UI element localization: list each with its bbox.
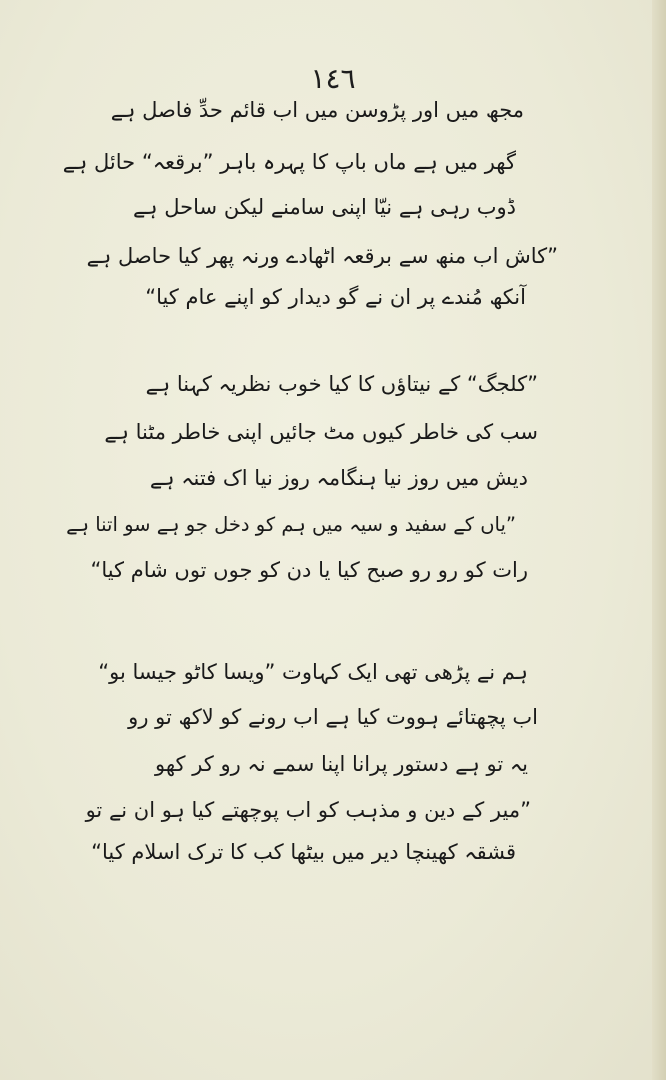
verse-line: قشقہ کھینچا دیر میں بیٹھا کب کا ترک اسلام کیا“ xyxy=(91,840,516,864)
verse-line: ڈوب رہی ہے نیّا اپنی سامنے لیکن ساحل ہے xyxy=(132,195,516,219)
verse-line: آنکھ مُندے پر ان نے گو دیدار کو اپنے عام کیا“ xyxy=(145,285,526,309)
verse-line: ”یاں کے سفید و سیہ میں ہم کو دخل جو ہے سو اتنا ہے xyxy=(66,513,516,536)
verse-line: سب کی خاطر کیوں مٹ جائیں اپنی خاطر مٹنا ہے xyxy=(104,420,538,444)
verse-line: ”کاش اب منھ سے برقعہ اٹھادے ورنہ پھر کیا حاصل ہے xyxy=(86,244,558,268)
verse-line: اب پچھتائے ہووت کیا ہے اب رونے کو لاکھ تو رو xyxy=(128,705,538,729)
verse-line: رات کو رو رو صبح کیا یا دن کو جوں توں شام کیا“ xyxy=(90,558,528,582)
verse-line: یہ تو ہے دستور پرانا اپنا سمے نہ رو کر کھو xyxy=(155,752,528,776)
verse-line: ”کلجگ“ کے نیتاؤں کا کیا خوب نظریہ کہنا ہے xyxy=(145,372,538,396)
page-number: ١٤٦ xyxy=(310,62,356,95)
verse-line: مجھ میں اور پڑوسن میں اب قائم حدِّ فاصل ہے xyxy=(110,98,524,122)
verse-line: گھر میں ہے ماں باپ کا پہرہ باہر ”برقعہ“ حائل ہے xyxy=(62,150,516,174)
verse-line: ”میر کے دین و مذہب کو اب پوچھتے کیا ہو ان نے تو xyxy=(85,798,531,822)
verse-line: دیش میں روز نیا ہنگامہ روز نیا اک فتنہ ہے xyxy=(149,466,528,490)
page-edge-shadow xyxy=(652,0,666,1080)
verse-line: ہم نے پڑھی تھی ایک کہاوت ”ویسا کاٹو جیسا بو“ xyxy=(98,660,528,684)
